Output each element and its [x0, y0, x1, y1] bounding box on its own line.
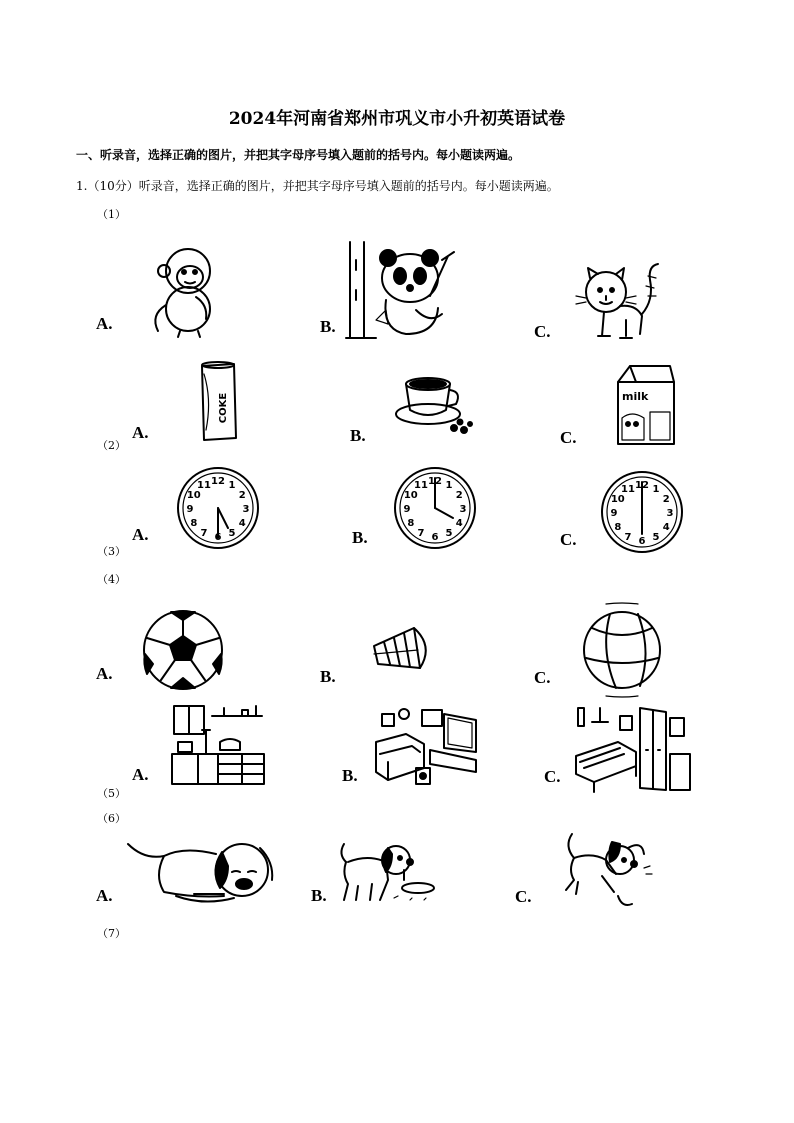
can-brand-text: COKE	[218, 392, 229, 424]
running-dog-icon	[558, 830, 658, 910]
option-label-b: B.	[342, 766, 358, 785]
question-number-5: （5）	[97, 787, 126, 800]
clock-numeral: 9	[186, 504, 194, 515]
option-label-a: A.	[132, 525, 149, 544]
clock-numeral: 1	[445, 479, 453, 491]
clock-numeral: 10	[403, 490, 418, 501]
option-label-a: A.	[132, 765, 149, 784]
bedroom-icon	[574, 702, 692, 794]
clock-numeral: 11	[414, 479, 428, 491]
clock-numeral: 1	[652, 483, 660, 495]
question-number-4: （4）	[97, 573, 126, 586]
clock-numeral: 11	[197, 479, 211, 491]
option-label-c: C.	[534, 668, 551, 687]
clock-numeral: 2	[455, 490, 463, 501]
clock-numeral: 10	[610, 494, 625, 505]
coffee-cup-icon	[392, 372, 476, 438]
panda-icon	[346, 240, 464, 340]
basketball-icon	[580, 602, 664, 698]
clock-numeral: 5	[228, 528, 236, 540]
clock-numeral: 4	[662, 522, 670, 533]
milk-carton-icon	[614, 362, 678, 448]
option-label-a: A.	[96, 886, 113, 905]
page-title: 2024年河南省郑州市巩义市小升初英语试卷	[228, 109, 566, 129]
option-label-c: C.	[560, 530, 577, 549]
clock-numeral: 6	[638, 536, 646, 547]
question-number-1: （1）	[97, 208, 126, 221]
option-label-c: C.	[560, 428, 577, 447]
clock-numeral: 5	[445, 528, 453, 540]
option-label-b: B.	[352, 528, 368, 547]
drinking-dog-icon	[334, 840, 438, 904]
clock-numeral: 5	[652, 532, 660, 544]
clock-numeral: 7	[200, 528, 208, 540]
question-number-7: （7）	[97, 927, 126, 940]
clock-numeral: 8	[407, 518, 415, 529]
cola-can-icon	[196, 360, 242, 442]
clock-numeral: 6	[431, 532, 439, 543]
clock-numeral: 12	[428, 476, 442, 487]
clock-numeral: 3	[666, 508, 674, 519]
option-label-c: C.	[515, 887, 532, 906]
option-label-b: B.	[350, 426, 366, 445]
clock-numeral: 2	[662, 494, 670, 505]
tiger-icon	[576, 260, 664, 342]
clock-numeral: 6	[214, 532, 222, 543]
question-number-6: （6）	[97, 812, 126, 825]
option-label-c: C.	[544, 767, 561, 786]
clock-numeral: 9	[403, 504, 411, 515]
shuttlecock-icon	[370, 620, 434, 678]
soccer-ball-icon	[141, 608, 225, 692]
option-label-b: B.	[311, 886, 327, 905]
clock-numeral: 7	[624, 532, 632, 544]
clock-numeral: 3	[242, 504, 250, 515]
clock-numeral: 4	[238, 518, 246, 529]
clock-numeral: 3	[459, 504, 467, 515]
clock-numeral: 12	[211, 476, 225, 487]
option-label-a: A.	[96, 664, 113, 683]
question-number-3: （3）	[97, 545, 126, 558]
option-label-a: A.	[132, 423, 149, 442]
option-label-b: B.	[320, 667, 336, 686]
clock-numeral: 1	[228, 479, 236, 491]
clock-five-thirty-icon	[176, 466, 260, 550]
monkey-icon	[150, 245, 220, 337]
option-label-b: B.	[320, 317, 336, 336]
clock-numeral: 7	[417, 528, 425, 540]
section-heading: 一、听录音，选择正确的图片，并把其字母序号填入题前的括号内。每小题读两遍。	[76, 148, 521, 162]
clock-numeral: 12	[635, 480, 649, 491]
clock-numeral: 8	[190, 518, 198, 529]
kitchen-icon	[170, 702, 266, 786]
question-intro: 1.（10分）听录音，选择正确的图片，并把其字母序号填入题前的括号内。每小题读两遍。	[76, 179, 559, 193]
clock-numeral: 11	[621, 483, 635, 495]
question-number-2: （2）	[97, 439, 126, 452]
living-room-icon	[372, 706, 480, 788]
option-label-c: C.	[534, 322, 551, 341]
milk-label-text: milk	[622, 390, 649, 403]
clock-numeral: 10	[186, 490, 201, 501]
clock-numeral: 8	[614, 522, 622, 533]
option-label-a: A.	[96, 314, 113, 333]
clock-six-oclock-icon	[600, 470, 684, 554]
clock-numeral: 9	[610, 508, 618, 519]
clock-numeral: 4	[455, 518, 463, 529]
clock-four-oclock-icon	[393, 466, 477, 550]
sleeping-dog-icon	[124, 836, 280, 906]
clock-numeral: 2	[238, 490, 246, 501]
